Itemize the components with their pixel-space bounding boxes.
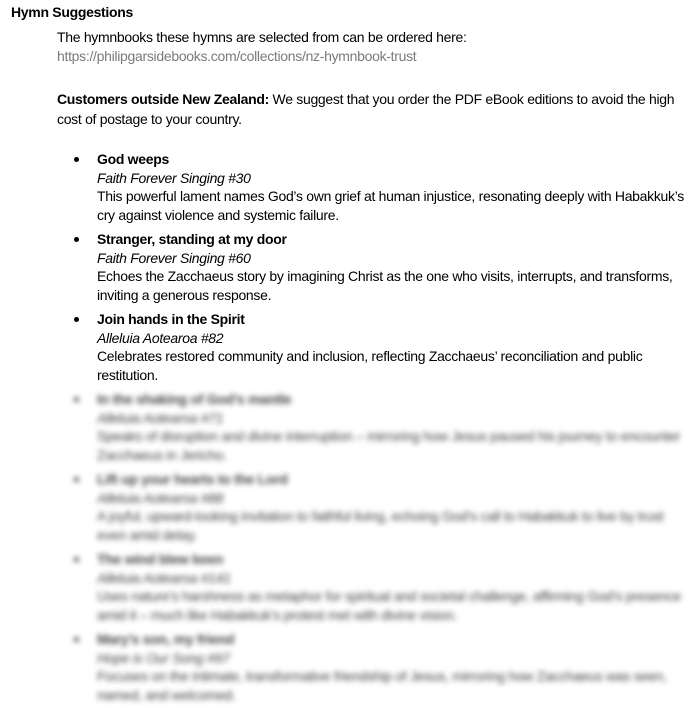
hymn-title: Stranger, standing at my door [97,231,287,247]
bullet-icon [74,477,79,482]
hymn-title: In the shaking of God’s mantle [97,391,292,407]
bullet-icon [74,157,79,162]
bullet-icon [74,317,79,322]
hymn-description: Celebrates restored community and inclusion, reflecting Zacchaeus’ reconciliation and public restitution. [97,348,643,383]
hymn-book: Faith Forever Singing #60 [97,249,251,266]
hymn-item-blurred [57,630,687,704]
hymn-book: Alleluia Aotearoa #141 [97,569,231,586]
hymn-item-blurred [57,470,687,544]
bullet-icon [74,397,79,402]
hymn-title: God weeps [97,151,169,167]
order-link[interactable]: https://philipgarsidebooks.com/collections/nz-hymnbook-trust [57,48,417,64]
hymn-item [57,310,687,384]
hymn-description: Echoes the Zacchaeus story by imagining Christ as the one who visits, interrupts, and transforms, inviting a generous response. [97,268,673,303]
bullet-icon [74,237,79,242]
hymn-item-blurred [57,390,687,464]
hymn-description: Speaks of disruption and divine interruption – mirroring how Jesus paused his journey to encounter Zacchaeus in Jericho. [97,428,681,463]
customers-note [57,90,687,129]
customers-text: We suggest that you order the PDF eBook editions to avoid the high cost of postage to your country. [57,91,675,127]
bullet-icon [74,637,79,642]
hymn-title: Mary’s son, my friend [97,631,235,647]
hymn-book: Alleluia Aotearoa #71 [97,409,224,426]
hymn-description: Focuses on the intimate, transformative friendship of Jesus, mirroring how Zacchaeus was seen, named, and welcomed. [97,668,667,703]
hymn-description: A joyful, upward-looking invitation to faithful living, echoing God’s call to Habakkuk to live by trust even amid delay. [97,508,664,543]
hymn-title: The wind blew keen [97,551,224,567]
hymn-item [57,150,687,224]
hymn-description: Uses nature’s harshness as metaphor for spiritual and societal challenge, affirming God’s presence amid it – much like Habakkuk’s protest met with divine vision. [97,588,681,623]
hymn-book: Alleluia Aotearoa #82 [97,329,224,346]
hymn-item [57,230,687,304]
hymn-book: Hope is Our Song #97 [97,649,230,666]
customers-label: Customers outside New Zealand: [57,91,269,107]
intro-paragraph [57,28,467,66]
hymn-title: Join hands in the Spirit [97,311,245,327]
document-title: Hymn Suggestions [11,4,133,20]
hymn-description: This powerful lament names God’s own grief at human injustice, resonating deeply with Habakkuk’s cry against violence and systemic failure. [97,188,685,223]
hymn-title: Lift up your hearts to the Lord [97,471,288,487]
hymn-book: Alleluia Aotearoa #88 [97,489,224,506]
intro-text: The hymnbooks these hymns are selected from can be ordered here: [57,29,467,45]
hymn-book: Faith Forever Singing #30 [97,169,251,186]
hymn-list [57,150,687,710]
hymn-item-blurred [57,550,687,624]
bullet-icon [74,557,79,562]
